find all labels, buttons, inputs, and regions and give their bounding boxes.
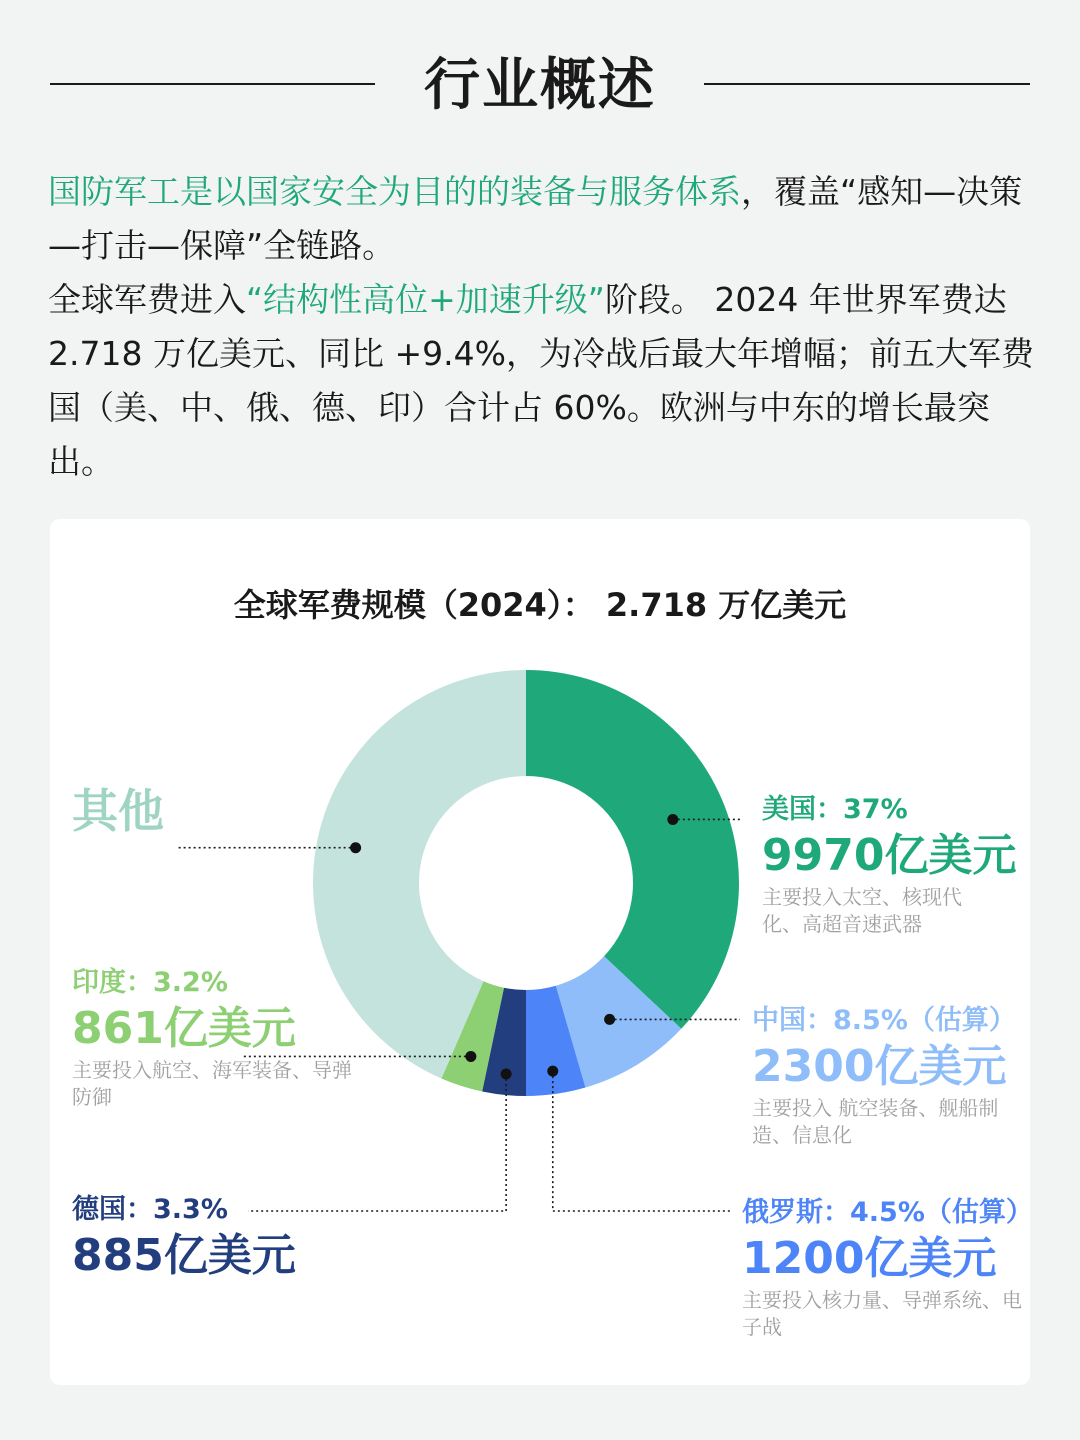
label-usa-amount: 9970亿美元: [762, 830, 1017, 881]
label-india-note: 主要投入航空、海军装备、导弹防御: [72, 1058, 352, 1109]
leader-line-russia: [553, 1071, 730, 1211]
label-russia: [742, 1195, 1033, 1341]
label-russia-name: 俄罗斯：4.5%（估算）: [742, 1197, 1033, 1228]
slice-usa: [526, 670, 739, 1029]
label-india: [72, 965, 362, 1111]
label-china-amount: 2300亿美元: [752, 1041, 1007, 1092]
leader-dot-china: [604, 1014, 615, 1025]
leader-dot-russia: [547, 1066, 558, 1077]
leader-dot-other: [350, 842, 361, 853]
label-china-name: 中国：8.5%（估算）: [752, 1005, 1016, 1036]
intro-text-1: ，覆盖“感知—决策—打击—保障”全链路。: [48, 172, 1023, 265]
label-usa-name: 美国：37%: [762, 794, 908, 825]
label-india-name: 印度：3.2%: [72, 967, 228, 998]
label-india-amount: 861亿美元: [72, 1003, 296, 1054]
intro-text-2a: 全球军费进入: [48, 280, 246, 319]
intro-highlight-1: 国防军工是以国家安全为目的的装备与服务体系: [48, 172, 741, 211]
label-germany: [72, 1192, 332, 1284]
label-other: 其他: [72, 784, 164, 838]
leader-dot-usa: [667, 814, 678, 825]
leader-dot-india: [465, 1051, 476, 1062]
label-usa-note: 主要投入太空、核现代化、高超音速武器: [762, 885, 962, 936]
label-china-note: 主要投入 航空装备、舰船制造、信息化: [752, 1096, 999, 1147]
label-china: [752, 1003, 1027, 1149]
chart-title: 全球军费规模（2024）： 2.718 万亿美元: [233, 586, 847, 624]
label-germany-amount: 885亿美元: [72, 1230, 296, 1281]
leader-dot-germany: [501, 1068, 512, 1079]
intro-highlight-2: “结构性高位+加速升级”: [246, 280, 605, 319]
intro-text-2b: 阶段。 2024 年世界军费达 2.718 万亿美元、同比 +9.4%，为冷战后最大年增幅；前五大军费国（美、中、俄、德、印）合计占 60%。欧洲与中东的增长最突出。: [48, 280, 1034, 481]
page-title: 行业概述: [424, 53, 656, 118]
label-russia-note: 主要投入核力量、导弹系统、电子战: [742, 1288, 1022, 1339]
label-germany-name: 德国：3.3%: [72, 1194, 228, 1225]
label-usa: [762, 792, 1017, 938]
donut-slices: [313, 670, 739, 1096]
label-russia-amount: 1200亿美元: [742, 1233, 997, 1284]
